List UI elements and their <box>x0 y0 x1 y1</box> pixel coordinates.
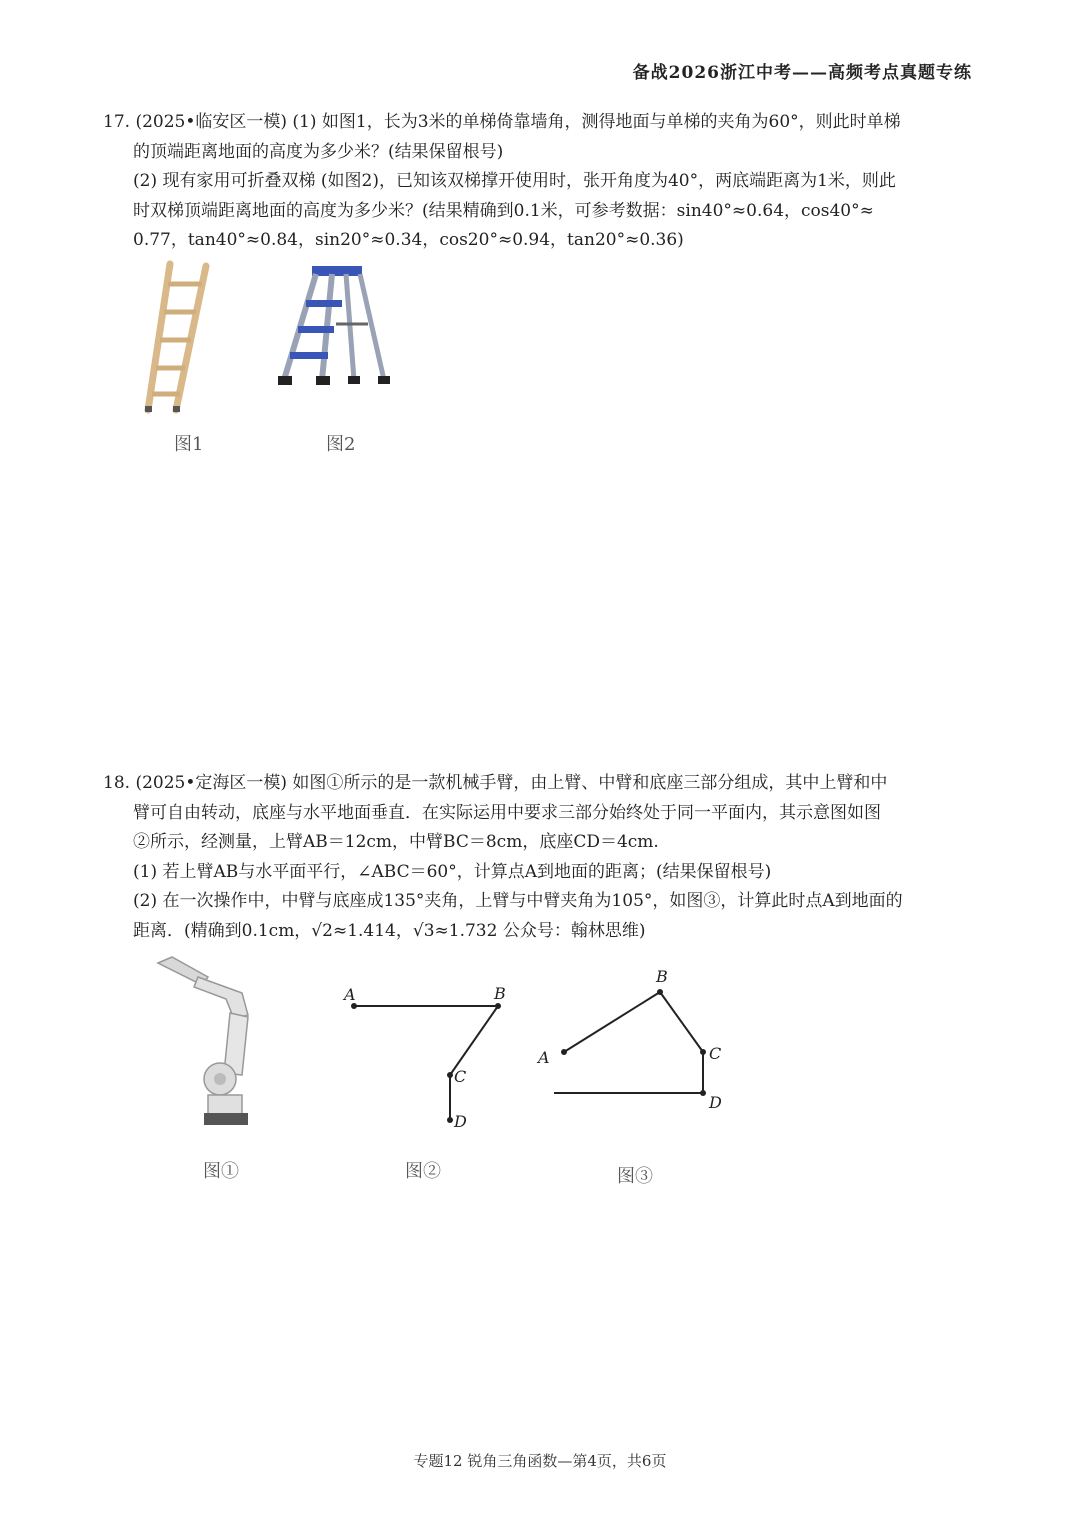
problem-17 <box>103 108 983 256</box>
q17-line2: 的顶端距离地面的高度为多少米？(结果保留根号) <box>133 141 504 162</box>
point-D <box>447 1117 453 1123</box>
segment-BC <box>450 1006 498 1075</box>
fig1-caption: 图1 <box>174 434 204 455</box>
segment-AB <box>564 992 660 1052</box>
point-C <box>700 1049 706 1055</box>
label-D: D <box>709 1093 722 1112</box>
fig2-caption: 图2 <box>326 434 356 455</box>
q18-line6: 距离．(精确到0.1cm，√2≈1.414，√3≈1.732 公众号：翰林思维) <box>133 920 646 941</box>
fig3-caption-1: 图① <box>203 1161 239 1182</box>
q17-line5: 0.77，tan40°≈0.84，sin20°≈0.34，cos20°≈0.94，tan20°≈0.36) <box>133 230 684 250</box>
label-D: D <box>454 1112 467 1131</box>
point-B <box>657 989 663 995</box>
page-header: 备战2026浙江中考——高频考点真题专练 <box>632 63 972 83</box>
fig2-double-ladder-image <box>272 264 394 388</box>
page-footer: 专题12 锐角三角函数—第4页，共6页 <box>413 1452 667 1470</box>
fig3-caption-2: 图② <box>405 1161 441 1182</box>
label-B: B <box>656 967 668 986</box>
label-B: B <box>494 984 506 1003</box>
q17-line1: 17. (2025•临安区一模) (1) 如图1，长为3米的单梯倚靠墙角，测得地面与单梯的夹角为60°，则此时单梯 <box>103 112 901 132</box>
point-D <box>700 1090 706 1096</box>
fig3-caption-3: 图③ <box>617 1166 653 1187</box>
label-C: C <box>709 1044 722 1063</box>
q18-line5: (2) 在一次操作中，中臂与底座成135°夹角，上臂与中臂夹角为105°，如图③，计算此时点A到地面的 <box>133 891 903 911</box>
problem-18 <box>103 769 983 946</box>
q18-line3: ②所示，经测量，上臂AB＝12cm，中臂BC＝8cm，底座CD＝4cm. <box>133 832 659 852</box>
label-A: A <box>538 1048 550 1067</box>
segment-BC <box>660 992 703 1052</box>
q17-line3: (2) 现有家用可折叠双梯 (如图2)，已知该双梯撑开使用时，张开角度为40°，两底端距离为1米，则此 <box>133 171 896 191</box>
fig1-ladder-image <box>140 262 220 414</box>
point-B <box>495 1003 501 1009</box>
fig-robot-arm-image <box>150 955 260 1130</box>
q18-line4: (1) 若上臂AB与水平面平行，∠ABC＝60°，计算点A到地面的距离；(结果保留根号) <box>133 861 772 882</box>
point-C <box>447 1072 453 1078</box>
q18-line2: 臂可自由转动，底座与水平地面垂直．在实际运用中要求三部分始终处于同一平面内，其示意图如图 <box>133 802 881 823</box>
fig-schematic-2 <box>330 980 530 1140</box>
q18-line1: 18. (2025•定海区一模) 如图①所示的是一款机械手臂，由上臂、中臂和底座三部分组成，其中上臂和中 <box>103 773 888 793</box>
fig-schematic-3 <box>530 960 730 1120</box>
q17-line4: 时双梯顶端距离地面的高度为多少米？(结果精确到0.1米，可参考数据：sin40°≈0.64，cos40°≈ <box>133 200 874 221</box>
point-A <box>561 1049 567 1055</box>
label-A: A <box>344 985 356 1004</box>
label-C: C <box>454 1067 467 1086</box>
